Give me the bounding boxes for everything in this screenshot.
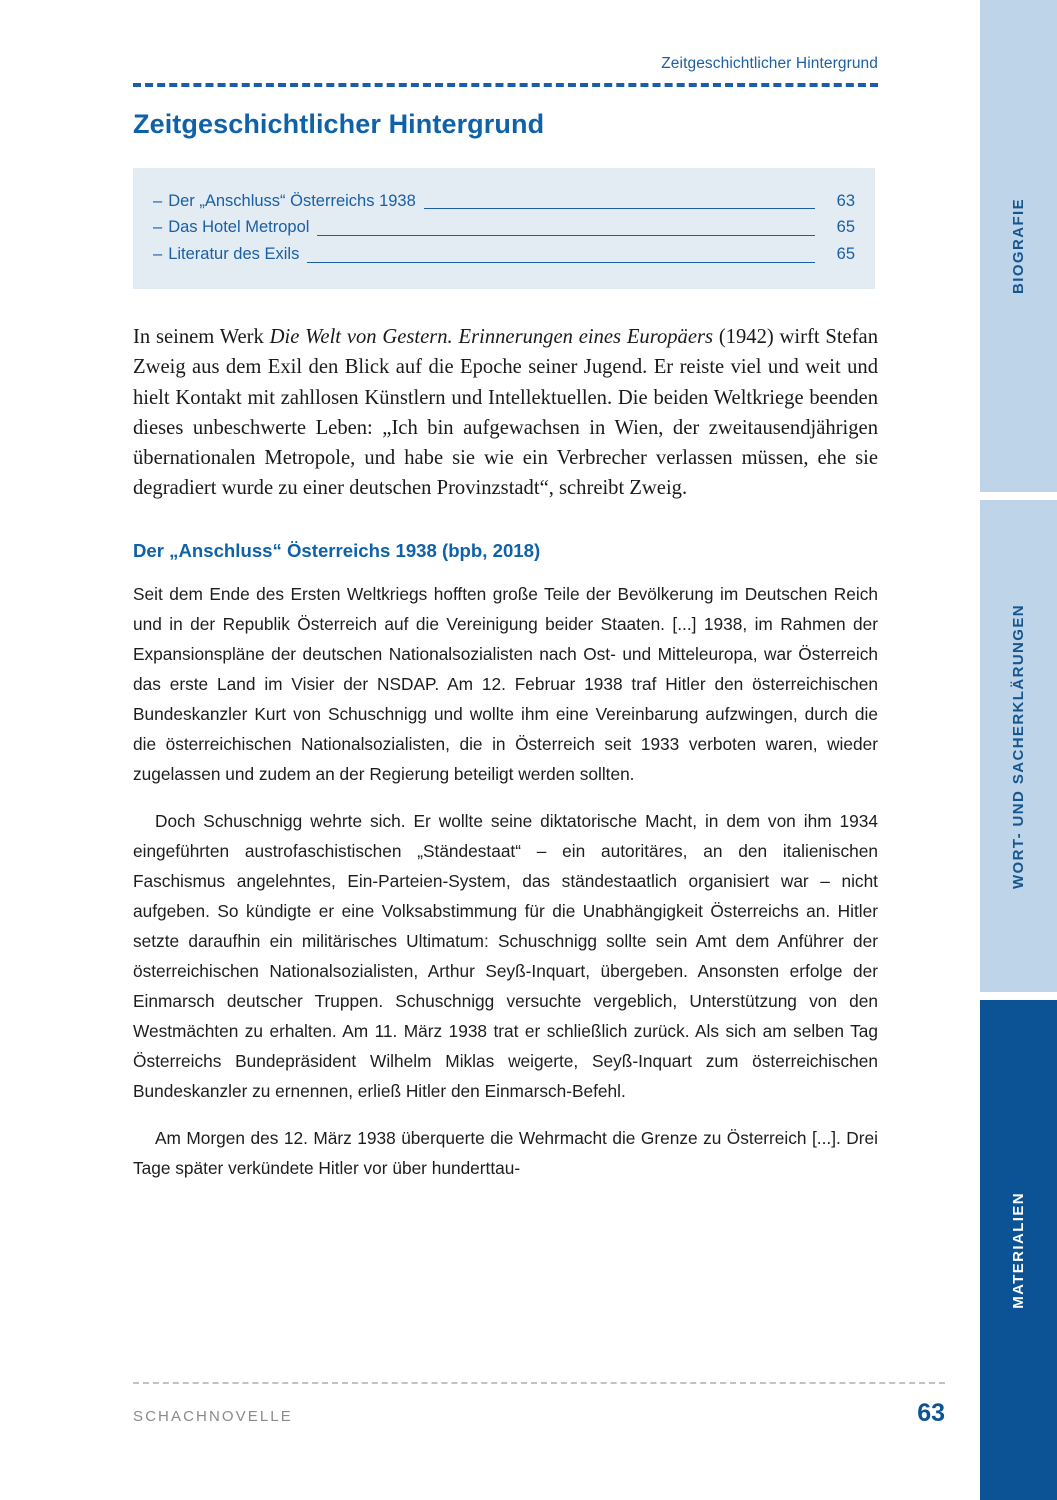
section-heading: Der „Anschluss“ Österreichs 1938 (bpb, 2018) [133, 540, 541, 562]
footer-row [133, 1399, 945, 1428]
toc-item-page: 65 [836, 218, 855, 237]
section-paragraph-3: Am Morgen des 12. März 1938 überquerte die Wehrmacht die Grenze zu Österreich [...]. Drei Tage später verkündete Hitler vor über hunderttau- [133, 1128, 878, 1179]
table-of-contents-box [133, 168, 875, 290]
toc-item-page: 65 [836, 245, 855, 264]
toc-item-label: Der „Anschluss“ Österreichs 1938 [168, 191, 416, 210]
content-column [133, 0, 878, 1201]
side-tab-rail [965, 0, 1057, 1500]
toc-dash: – [153, 191, 163, 210]
page-number: 63 [917, 1399, 945, 1427]
intro-lead: In seinem Werk [133, 326, 270, 349]
intro-rest: (1942) wirft Stefan Zweig aus dem Exil den Blick auf die Epoche seiner Jugend. Er reiste viel und weit und hielt Kontakt mit zahllosen Künstlern und Intellektuellen. Die beiden Weltkriege beenden dieses unbeschwerte Leben: „Ich bin aufgewachsen in Wien, der zweitausendjährigen übernationalen Metropole, und habe sie wie ein Verbrecher verlassen müssen, ehe sie degradiert wurde zu einer deutschen Provinzstadt“, schreibt Zweig. [133, 326, 878, 499]
toc-item-page: 63 [836, 191, 855, 210]
toc-leader-line [307, 261, 815, 263]
toc-item[interactable] [153, 214, 855, 241]
running-head: Zeitgeschichtlicher Hintergrund [661, 55, 878, 72]
intro-paragraph [133, 322, 878, 503]
side-tab-biografie[interactable] [980, 0, 1057, 492]
footer-book-title: SCHACHNOVELLE [133, 1408, 293, 1425]
side-tab-wort-und-sacherklaerungen[interactable] [980, 500, 1057, 992]
toc-item-label: Das Hotel Metropol [168, 218, 310, 237]
side-tab-label: WORT- UND SACHERKLÄRUNGEN [1010, 603, 1027, 889]
footer-dashed-rule [133, 1382, 945, 1384]
book-title-italic: Die Welt von Gestern. Erinnerungen eines Europäers [269, 326, 714, 349]
toc-leader-line [317, 234, 815, 236]
page-title: Zeitgeschichtlicher Hintergrund [133, 108, 545, 139]
toc-item[interactable] [153, 188, 855, 215]
section-paragraph-2: Doch Schuschnigg wehrte sich. Er wollte seine diktatorische Macht, in dem von ihm 1934 eingeführten austrofaschistischen „Ständestaat“ – ein autoritäres, an den italienischen Faschismus angelehntes, Ein-Parteien-System, das ständestaatlich organisiert war – nicht aufgeben. So kündigte er eine Volksabstimmung für die Unabhängigkeit Österreichs an. Hitler setzte daraufhin ein militärisches Ultimatum: Schuschnigg sollte sein Amt dem Anführer der österreichischen Nationalsozialisten, Arthur Seyß-Inquart, übergeben. Ansonsten erfolge der Einmarsch deutscher Truppen. Schuschnigg versuchte vergeblich, Unterstützung von den Westmächten zu erhalten. Am 11. März 1938 trat er schließlich zurück. Als sich am selben Tag Österreichs Bundepräsident Wilhelm Miklas weigerte, Seyß-Inquart zum österreichischen Bundeskanzler zu ernennen, erließ Hitler den Einmarsch-Befehl. [133, 811, 878, 1102]
header-dashed-rule [133, 83, 878, 87]
side-tab-materialien[interactable] [980, 1000, 1057, 1500]
section-paragraph-1: Seit dem Ende des Ersten Weltkriegs hofften große Teile der Bevölkerung im Deutschen Reich und in der Republik Österreich auf die Vereinigung beider Staaten. [...] 1938, im Rahmen der Expansionspläne der deutschen Nationalsozialisten nach Ost- und Mitteleuropa, war Österreich das erste Land im Visier der NSDAP. Am 12. Februar 1938 traf Hitler den österreichischen Bundeskanzler Kurt von Schuschnigg und wollte ihm eine Vereinbarung aufzwingen, durch die die österreichischen Nationalsozialisten, die in Österreich seit 1933 verboten waren, wieder zugelassen und zudem an der Regierung beteiligt werden sollten. [133, 583, 878, 784]
toc-item-label: Literatur des Exils [168, 245, 300, 264]
toc-dash: – [153, 245, 163, 264]
toc-leader-line [424, 207, 815, 209]
side-tab-label: BIOGRAFIE [1010, 198, 1027, 294]
side-tab-label: MATERIALIEN [1010, 1191, 1027, 1309]
toc-dash: – [153, 218, 163, 237]
toc-item[interactable] [153, 241, 855, 268]
page-footer [133, 1382, 945, 1428]
